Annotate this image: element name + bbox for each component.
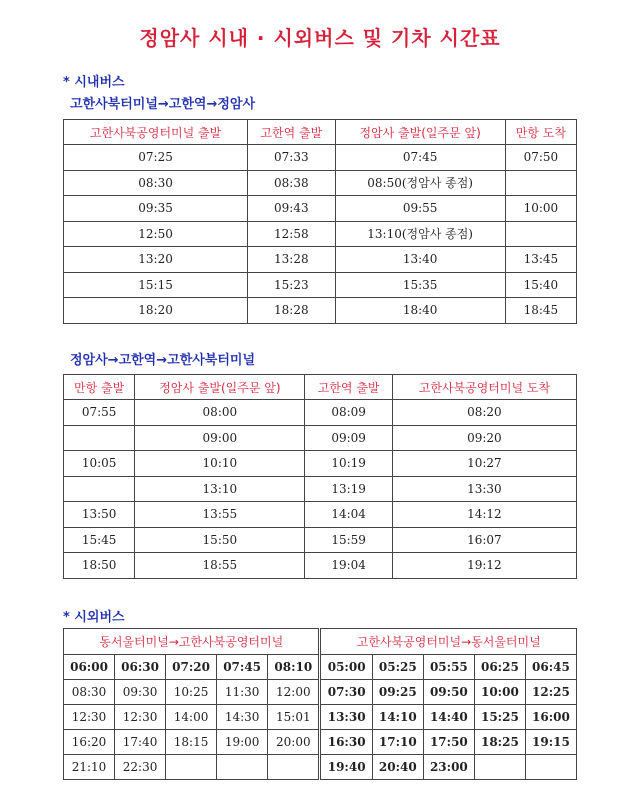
time-cell: 11:30 xyxy=(217,680,268,705)
table-row xyxy=(64,451,577,477)
time-cell: 14:00 xyxy=(166,705,217,730)
time-cell: 15:50 xyxy=(135,527,305,553)
time-cell: 14:40 xyxy=(423,705,474,730)
time-cell: 08:10 xyxy=(268,655,320,680)
time-cell: 14:12 xyxy=(392,502,576,528)
outbound-route-label: 고한사북터미널→고한역→정암사 xyxy=(70,97,256,112)
time-cell: 07:50 xyxy=(505,145,576,171)
time-cell: 15:40 xyxy=(505,272,576,298)
time-cell: 13:19 xyxy=(305,476,392,502)
time-cell: 08:50(정암사 종점) xyxy=(335,170,505,196)
time-cell: 13:55 xyxy=(135,502,305,528)
column-header: 만항 도착 xyxy=(505,120,576,145)
time-cell: 18:40 xyxy=(335,298,505,324)
time-cell: 15:25 xyxy=(474,705,525,730)
time-cell: 09:43 xyxy=(248,196,335,222)
time-cell: 14:10 xyxy=(372,705,423,730)
time-cell: 18:55 xyxy=(135,553,305,579)
time-cell: 16:20 xyxy=(64,730,115,755)
time-cell: 07:45 xyxy=(335,145,505,171)
time-cell: 09:50 xyxy=(423,680,474,705)
table-row xyxy=(64,553,577,579)
time-cell: 15:01 xyxy=(268,705,320,730)
time-cell: 13:28 xyxy=(248,247,335,273)
time-cell xyxy=(166,755,217,780)
table-row xyxy=(64,705,577,730)
time-cell: 10:00 xyxy=(474,680,525,705)
table-row xyxy=(64,221,577,247)
time-cell: 07:33 xyxy=(248,145,335,171)
time-cell: 21:10 xyxy=(64,755,115,780)
time-cell: 16:00 xyxy=(525,705,576,730)
time-cell: 12:25 xyxy=(525,680,576,705)
time-cell: 12:58 xyxy=(248,221,335,247)
inbound-route-label: 정암사→고한역→고한사북터미널 xyxy=(70,353,256,368)
table-row xyxy=(64,476,577,502)
table-row xyxy=(64,655,577,680)
time-cell xyxy=(217,755,268,780)
time-cell: 18:50 xyxy=(64,553,135,579)
time-cell: 08:00 xyxy=(135,400,305,426)
time-cell: 13:10(정암사 종점) xyxy=(335,221,505,247)
time-cell xyxy=(64,476,135,502)
time-cell: 09:30 xyxy=(115,680,166,705)
time-cell: 22:30 xyxy=(115,755,166,780)
time-cell: 09:09 xyxy=(305,425,392,451)
column-header: 고한역 출발 xyxy=(305,375,392,400)
time-cell: 14:04 xyxy=(305,502,392,528)
column-header: 정암사 출발(일주문 앞) xyxy=(335,120,505,145)
time-cell: 13:20 xyxy=(64,247,248,273)
time-cell: 08:30 xyxy=(64,680,115,705)
outbound-timetable xyxy=(63,119,577,324)
time-cell: 05:00 xyxy=(320,655,372,680)
time-cell: 16:30 xyxy=(320,730,372,755)
table-row xyxy=(64,755,577,780)
time-cell: 07:45 xyxy=(217,655,268,680)
time-cell: 06:25 xyxy=(474,655,525,680)
time-cell: 17:10 xyxy=(372,730,423,755)
table-row xyxy=(64,247,577,273)
time-cell: 19:15 xyxy=(525,730,576,755)
time-cell: 19:00 xyxy=(217,730,268,755)
time-cell: 15:35 xyxy=(335,272,505,298)
time-cell: 16:07 xyxy=(392,527,576,553)
time-cell: 10:10 xyxy=(135,451,305,477)
time-cell xyxy=(64,425,135,451)
time-cell: 19:40 xyxy=(320,755,372,780)
time-cell: 15:23 xyxy=(248,272,335,298)
table-row xyxy=(64,272,577,298)
time-cell: 12:50 xyxy=(64,221,248,247)
intercity-left-header: 동서울터미널→고한사북공영터미널 xyxy=(64,629,320,655)
time-cell: 12:30 xyxy=(115,705,166,730)
time-cell xyxy=(525,755,576,780)
table-row xyxy=(64,196,577,222)
time-cell: 18:28 xyxy=(248,298,335,324)
time-cell: 13:30 xyxy=(320,705,372,730)
table-row xyxy=(64,298,577,324)
table-row xyxy=(64,425,577,451)
time-cell: 07:30 xyxy=(320,680,372,705)
column-header: 고한역 출발 xyxy=(248,120,335,145)
intercity-bus-section-label: * 시외버스 xyxy=(63,610,125,625)
time-cell: 13:30 xyxy=(392,476,576,502)
time-cell xyxy=(474,755,525,780)
time-cell: 08:30 xyxy=(64,170,248,196)
table-row xyxy=(64,730,577,755)
time-cell xyxy=(268,755,320,780)
time-cell: 13:10 xyxy=(135,476,305,502)
time-cell: 18:15 xyxy=(166,730,217,755)
time-cell: 10:00 xyxy=(505,196,576,222)
time-cell: 12:00 xyxy=(268,680,320,705)
time-cell: 10:25 xyxy=(166,680,217,705)
time-cell: 08:38 xyxy=(248,170,335,196)
time-cell: 10:05 xyxy=(64,451,135,477)
time-cell: 15:15 xyxy=(64,272,248,298)
city-bus-section-label: * 시내버스 xyxy=(63,75,125,90)
page-title: 정암사 시내 · 시외버스 및 기차 시간표 xyxy=(139,26,501,50)
column-header: 고한사북공영터미널 도착 xyxy=(392,375,576,400)
table-row xyxy=(64,502,577,528)
time-cell: 19:04 xyxy=(305,553,392,579)
time-cell: 09:55 xyxy=(335,196,505,222)
time-cell: 08:09 xyxy=(305,400,392,426)
time-cell xyxy=(505,221,576,247)
time-cell: 07:20 xyxy=(166,655,217,680)
time-cell: 15:59 xyxy=(305,527,392,553)
time-cell: 06:30 xyxy=(115,655,166,680)
table-row xyxy=(64,400,577,426)
time-cell: 09:00 xyxy=(135,425,305,451)
time-cell: 18:45 xyxy=(505,298,576,324)
table-row xyxy=(64,680,577,705)
time-cell: 10:27 xyxy=(392,451,576,477)
time-cell: 09:35 xyxy=(64,196,248,222)
table-row xyxy=(64,170,577,196)
time-cell: 06:45 xyxy=(525,655,576,680)
time-cell: 15:45 xyxy=(64,527,135,553)
table-row xyxy=(64,145,577,171)
time-cell: 05:55 xyxy=(423,655,474,680)
time-cell: 09:20 xyxy=(392,425,576,451)
time-cell: 08:20 xyxy=(392,400,576,426)
column-header: 고한사북공영터미널 출발 xyxy=(64,120,248,145)
time-cell: 18:25 xyxy=(474,730,525,755)
intercity-right-header: 고한사북공영터미널→동서울터미널 xyxy=(320,629,577,655)
time-cell: 17:50 xyxy=(423,730,474,755)
inbound-timetable xyxy=(63,374,577,579)
column-header: 정암사 출발(일주문 앞) xyxy=(135,375,305,400)
time-cell: 05:25 xyxy=(372,655,423,680)
time-cell: 23:00 xyxy=(423,755,474,780)
time-cell: 20:00 xyxy=(268,730,320,755)
time-cell: 19:12 xyxy=(392,553,576,579)
time-cell: 13:50 xyxy=(64,502,135,528)
table-row xyxy=(64,527,577,553)
time-cell: 07:55 xyxy=(64,400,135,426)
intercity-timetable xyxy=(63,628,577,780)
time-cell: 06:00 xyxy=(64,655,115,680)
time-cell: 14:30 xyxy=(217,705,268,730)
time-cell: 13:45 xyxy=(505,247,576,273)
time-cell: 07:25 xyxy=(64,145,248,171)
time-cell: 10:19 xyxy=(305,451,392,477)
time-cell: 12:30 xyxy=(64,705,115,730)
time-cell: 18:20 xyxy=(64,298,248,324)
time-cell: 09:25 xyxy=(372,680,423,705)
time-cell: 17:40 xyxy=(115,730,166,755)
time-cell: 13:40 xyxy=(335,247,505,273)
time-cell: 20:40 xyxy=(372,755,423,780)
column-header: 만항 출발 xyxy=(64,375,135,400)
time-cell xyxy=(505,170,576,196)
